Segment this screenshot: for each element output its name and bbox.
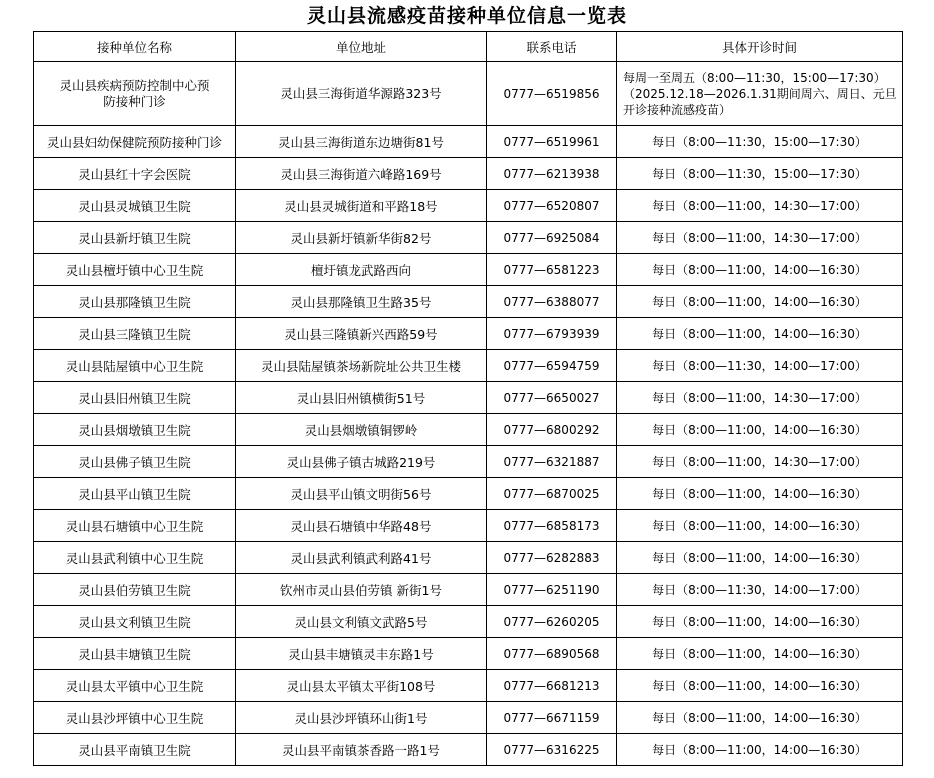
cell-hours: 每日（8:00—11:00，14:00—16:30）: [617, 702, 903, 734]
cell-unit-name: 灵山县那隆镇卫生院: [34, 286, 236, 318]
table-row: [34, 286, 903, 318]
cell-hours: 每日（8:00—11:00，14:00—16:30）: [617, 286, 903, 318]
table-body: [34, 62, 903, 766]
cell-unit-name: 灵山县武利镇中心卫生院: [34, 542, 236, 574]
table-row: [34, 446, 903, 478]
cell-hours: 每日（8:00—11:00，14:00—16:30）: [617, 670, 903, 702]
cell-hours: 每日（8:00—11:00，14:00—16:30）: [617, 606, 903, 638]
cell-address: 灵山县丰塘镇灵丰东路1号: [236, 638, 487, 670]
cell-address: 灵山县三海街道东边塘街81号: [236, 126, 487, 158]
table-row: [34, 542, 903, 574]
table-row: [34, 638, 903, 670]
cell-address: 灵山县武利镇武利路41号: [236, 542, 487, 574]
cell-address: 钦州市灵山县伯劳镇 新街1号: [236, 574, 487, 606]
cell-unit-name: 灵山县佛子镇卫生院: [34, 446, 236, 478]
cell-address: 灵山县三海街道华源路323号: [236, 62, 487, 126]
cell-address: 灵山县平南镇茶香路一路1号: [236, 734, 487, 766]
cell-hours: 每日（8:00—11:00，14:00—16:30）: [617, 254, 903, 286]
cell-hours: 每日（8:00—11:00，14:00—16:30）: [617, 734, 903, 766]
cell-unit-name: 灵山县新圩镇卫生院: [34, 222, 236, 254]
cell-hours: 每日（8:00—11:00，14:00—16:30）: [617, 414, 903, 446]
table-row: [34, 254, 903, 286]
cell-unit-name: 灵山县平山镇卫生院: [34, 478, 236, 510]
cell-hours: 每日（8:00—11:30，14:00—17:00）: [617, 350, 903, 382]
cell-unit-name: 灵山县旧州镇卫生院: [34, 382, 236, 414]
cell-hours: 每日（8:00—11:30，15:00—17:30）: [617, 158, 903, 190]
table-row: [34, 478, 903, 510]
cell-address: 灵山县灵城街道和平路18号: [236, 190, 487, 222]
header-hours: 具体开诊时间: [617, 32, 903, 62]
cell-address: 灵山县那隆镇卫生路35号: [236, 286, 487, 318]
table-row: [34, 382, 903, 414]
cell-phone: 0777—6650027: [487, 382, 617, 414]
table-row: [34, 414, 903, 446]
cell-unit-name: 灵山县檀圩镇中心卫生院: [34, 254, 236, 286]
cell-phone: 0777—6594759: [487, 350, 617, 382]
page-title: 灵山县流感疫苗接种单位信息一览表: [306, 5, 627, 27]
cell-phone: 0777—6581223: [487, 254, 617, 286]
table-row: [34, 222, 903, 254]
cell-phone: 0777—6251190: [487, 574, 617, 606]
cell-address: 灵山县平山镇文明街56号: [236, 478, 487, 510]
cell-unit-name: 灵山县平南镇卫生院: [34, 734, 236, 766]
cell-hours: 每日（8:00—11:30，14:00—17:00）: [617, 574, 903, 606]
cell-address: 灵山县旧州镇横街51号: [236, 382, 487, 414]
cell-unit-name: 灵山县灵城镇卫生院: [34, 190, 236, 222]
cell-address: 灵山县佛子镇古城路219号: [236, 446, 487, 478]
cell-unit-name: 灵山县伯劳镇卫生院: [34, 574, 236, 606]
cell-phone: 0777—6890568: [487, 638, 617, 670]
cell-phone: 0777—6519961: [487, 126, 617, 158]
header-name: 接种单位名称: [34, 32, 236, 62]
cell-hours: 每日（8:00—11:00，14:00—16:30）: [617, 478, 903, 510]
table-row: [34, 62, 903, 126]
table-row: [34, 190, 903, 222]
cell-unit-name: 灵山县陆屋镇中心卫生院: [34, 350, 236, 382]
cell-unit-name: 灵山县文利镇卫生院: [34, 606, 236, 638]
cell-hours: 每日（8:00—11:00，14:00—16:30）: [617, 510, 903, 542]
table-row: [34, 126, 903, 158]
cell-phone: 0777—6213938: [487, 158, 617, 190]
cell-address: 檀圩镇龙武路西向: [236, 254, 487, 286]
cell-unit-name: 灵山县丰塘镇卫生院: [34, 638, 236, 670]
cell-address: 灵山县新圩镇新华街82号: [236, 222, 487, 254]
cell-unit-name: 灵山县沙坪镇中心卫生院: [34, 702, 236, 734]
table-row: [34, 734, 903, 766]
cell-address: 灵山县太平镇太平街108号: [236, 670, 487, 702]
cell-phone: 0777—6520807: [487, 190, 617, 222]
cell-unit-name: 灵山县石塘镇中心卫生院: [34, 510, 236, 542]
cell-phone: 0777—6282883: [487, 542, 617, 574]
cell-hours: 每日（8:00—11:00，14:00—16:30）: [617, 542, 903, 574]
cell-hours: 每日（8:00—11:00，14:30—17:00）: [617, 190, 903, 222]
cell-unit-name: 灵山县妇幼保健院预防接种门诊: [34, 126, 236, 158]
cell-address: 灵山县三隆镇新兴西路59号: [236, 318, 487, 350]
cell-phone: 0777—6925084: [487, 222, 617, 254]
table-row: [34, 510, 903, 542]
cell-phone: 0777—6260205: [487, 606, 617, 638]
cell-phone: 0777—6671159: [487, 702, 617, 734]
cell-hours: 每日（8:00—11:00，14:00—16:30）: [617, 318, 903, 350]
table-row: [34, 702, 903, 734]
cell-address: 灵山县烟墩镇铜锣岭: [236, 414, 487, 446]
cell-address: 灵山县石塘镇中华路48号: [236, 510, 487, 542]
table-row: [34, 606, 903, 638]
header-phone: 联系电话: [487, 32, 617, 62]
cell-phone: 0777—6519856: [487, 62, 617, 126]
vaccination-sites-table: [33, 31, 903, 766]
cell-phone: 0777—6388077: [487, 286, 617, 318]
cell-unit-name: 灵山县疾病预防控制中心预防接种门诊: [34, 62, 236, 126]
cell-unit-name: 灵山县太平镇中心卫生院: [34, 670, 236, 702]
cell-address: 灵山县文利镇文武路5号: [236, 606, 487, 638]
cell-hours: 每日（8:00—11:00，14:30—17:00）: [617, 446, 903, 478]
cell-hours: 每周一至周五（8:00—11:30，15:00—17:30）（2025.12.18—2026.1.31期间周六、周日、元旦开诊接种流感疫苗）: [617, 62, 903, 126]
cell-unit-name: 灵山县烟墩镇卫生院: [34, 414, 236, 446]
table-row: [34, 670, 903, 702]
cell-address: 灵山县沙坪镇环山街1号: [236, 702, 487, 734]
cell-unit-name: 灵山县红十字会医院: [34, 158, 236, 190]
cell-phone: 0777—6316225: [487, 734, 617, 766]
header-address: 单位地址: [236, 32, 487, 62]
cell-address: 灵山县陆屋镇茶场新院址公共卫生楼: [236, 350, 487, 382]
table-row: [34, 574, 903, 606]
cell-address: 灵山县三海街道六峰路169号: [236, 158, 487, 190]
table-row: [34, 318, 903, 350]
table-header-row: [34, 32, 903, 62]
cell-phone: 0777—6870025: [487, 478, 617, 510]
table-row: [34, 158, 903, 190]
cell-hours: 每日（8:00—11:00，14:30—17:00）: [617, 382, 903, 414]
cell-phone: 0777—6681213: [487, 670, 617, 702]
table-row: [34, 350, 903, 382]
cell-hours: 每日（8:00—11:00，14:00—16:30）: [617, 638, 903, 670]
cell-hours: 每日（8:00—11:30，15:00—17:30）: [617, 126, 903, 158]
cell-phone: 0777—6858173: [487, 510, 617, 542]
cell-phone: 0777—6793939: [487, 318, 617, 350]
cell-hours: 每日（8:00—11:00，14:30—17:00）: [617, 222, 903, 254]
cell-unit-name: 灵山县三隆镇卫生院: [34, 318, 236, 350]
cell-phone: 0777—6321887: [487, 446, 617, 478]
cell-phone: 0777—6800292: [487, 414, 617, 446]
